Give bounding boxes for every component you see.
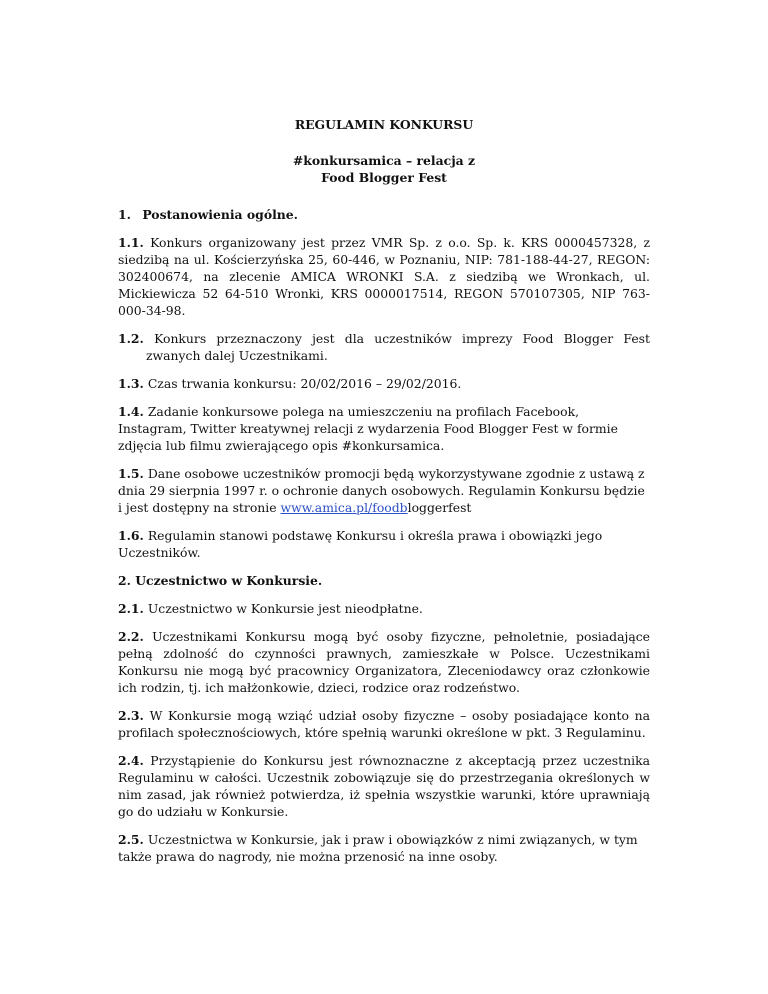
paragraph-2-3-text: W Konkursie mogą wziąć udział osoby fizyczne – osoby posiadające konto na profilach społecznościowych, które spełnią warunki określone w pkt. 3 Regulaminu. <box>118 708 650 740</box>
paragraph-1-5-label: 1.5. <box>118 466 144 481</box>
paragraph-1-3-label: 1.3. <box>118 376 144 391</box>
paragraph-2-4-text: Przystąpienie do Konkursu jest równoznaczne z akceptacją przez uczestnika Regulaminu w całości. Uczestnik zobowiązuje się do przestrzegania określonych w nim zasad, jak również potwierdza, iż spełnia wszystkie warunki, które uprawniają go do udziału w Konkursie. <box>118 753 650 819</box>
paragraph-2-1 <box>118 600 650 617</box>
paragraph-2-1-text: Uczestnictwo w Konkursie jest nieodpłatne. <box>147 601 423 616</box>
paragraph-2-4 <box>118 752 650 820</box>
paragraph-1-3 <box>118 375 650 392</box>
paragraph-1-1-text: Konkurs organizowany jest przez VMR Sp. z o.o. Sp. k. KRS 0000457328, z siedzibą na ul. Kościerzyńska 25, 60-446, w Poznaniu, NIP: 781-188-44-27, REGON: 302400674, na zlecenie AMICA WRONKI S.A. z siedzibą we Wronkach, ul. Mickiewicza 52 64-510 Wronki, KRS 0000017514, REGON 570107305, NIP 763-000-34-98. <box>118 235 650 318</box>
paragraph-1-6-label: 1.6. <box>118 528 144 543</box>
section-2-heading: 2. Uczestnictwo w Konkursie. <box>118 573 323 588</box>
section-1-number: 1. <box>118 207 131 222</box>
paragraph-1-1 <box>118 234 650 319</box>
paragraph-1-3-text: Czas trwania konkursu: 20/02/2016 – 29/02/2016. <box>147 376 462 391</box>
paragraph-1-1-label: 1.1. <box>118 235 144 250</box>
paragraph-2-2 <box>118 628 650 696</box>
paragraph-2-3 <box>118 707 650 741</box>
paragraph-1-5-link-tail: loggerfest <box>407 500 472 515</box>
section-1-title: Postanowienia ogólne. <box>142 207 298 222</box>
paragraph-2-2-label: 2.2. <box>118 629 144 644</box>
paragraph-2-5-label: 2.5. <box>118 832 144 847</box>
section-1-heading <box>118 206 650 223</box>
paragraph-1-2-text: Konkurs przeznaczony jest dla uczestników imprezy Food Blogger Fest zwanych dalej Uczestnikami. <box>146 331 650 363</box>
paragraph-1-5-text: Dane osobowe uczestników promocji będą wykorzystywane zgodnie z ustawą z dnia 29 sierpnia 1997 r. o ochronie danych osobowych. Regulamin Konkursu będzie i jest dostępny na stronie <box>118 466 645 515</box>
paragraph-1-2 <box>118 330 650 364</box>
document-title: REGULAMIN KONKURSU <box>294 117 474 132</box>
paragraph-1-4-text: Zadanie konkursowe polega na umieszczeniu na profilach Facebook, Instagram, Twitter kreatywnej relacji z wydarzenia Food Blogger Fest w formie zdjęcia lub filmu zwierającego opis #konkursamica. <box>118 404 618 453</box>
regulamin-link[interactable]: www.amica.pl/foodb <box>280 500 408 515</box>
paragraph-1-4 <box>118 403 650 454</box>
paragraph-2-5 <box>118 831 650 865</box>
paragraph-1-6 <box>118 527 650 561</box>
paragraph-2-3-label: 2.3. <box>118 708 144 723</box>
document-subtitle <box>118 152 650 186</box>
paragraph-2-1-label: 2.1. <box>118 601 144 616</box>
paragraph-2-2-text: Uczestnikami Konkursu mogą być osoby fizyczne, pełnoletnie, posiadające pełną zdolność do czynności prawnych, zamieszkałe w Polsce. Uczestnikami Konkursu nie mogą być pracownicy Organizatora, Zleceniodawcy oraz członkowie ich rodzin, tj. ich małżonkowie, dzieci, rodzice oraz rodzeństwo. <box>118 629 650 695</box>
paragraph-1-6-text: Regulamin stanowi podstawę Konkursu i określa prawa i obowiązki jego Uczestników. <box>118 528 603 560</box>
subtitle-line-2: Food Blogger Fest <box>321 170 447 185</box>
paragraph-2-4-label: 2.4. <box>118 753 144 768</box>
paragraph-1-2-label: 1.2. <box>118 331 144 346</box>
subtitle-line-1: #konkursamica – relacja z <box>292 153 476 168</box>
paragraph-1-5 <box>118 465 650 516</box>
document-body <box>118 116 650 876</box>
paragraph-2-5-text: Uczestnictwa w Konkursie, jak i praw i obowiązków z nimi związanych, w tym także prawa do nagrody, nie można przenosić na inne osoby. <box>118 832 638 864</box>
paragraph-1-4-label: 1.4. <box>118 404 144 419</box>
